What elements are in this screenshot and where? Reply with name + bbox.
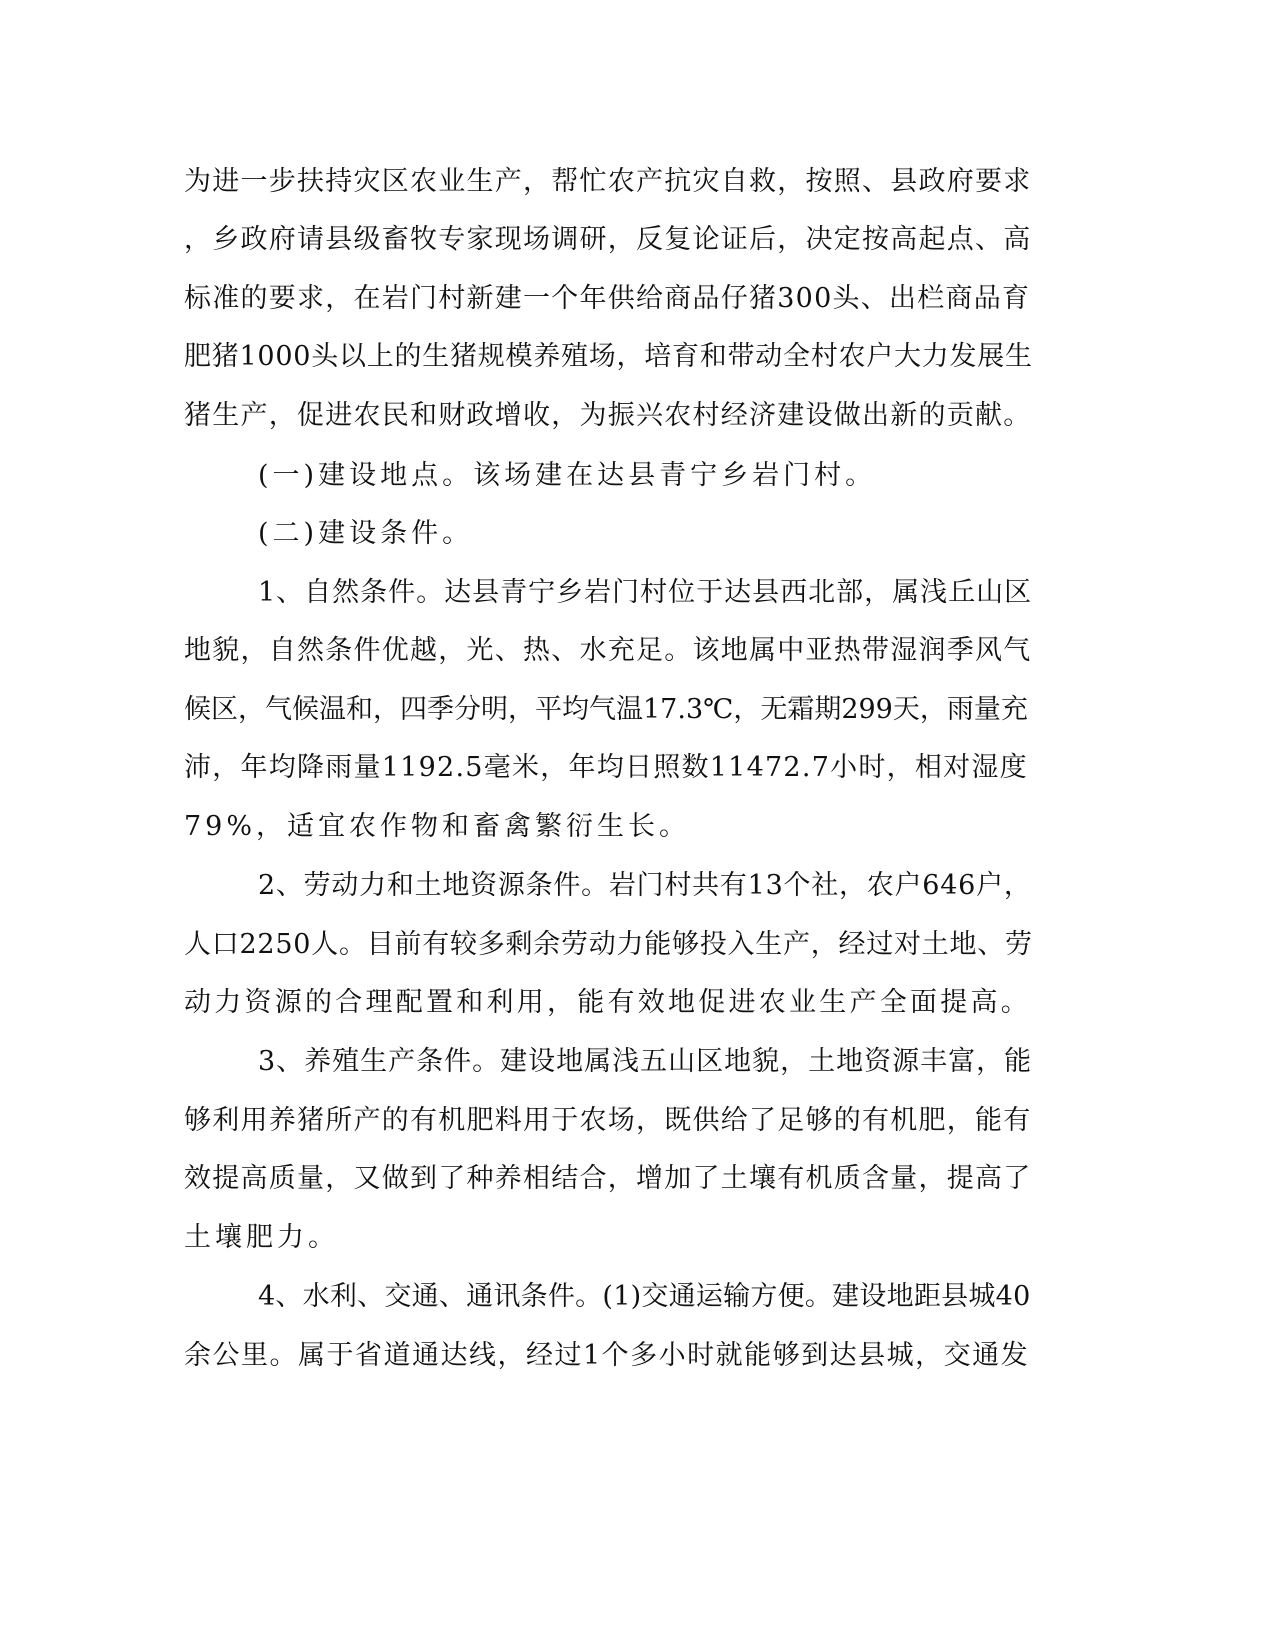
paragraph-start: 3、养殖生产条件。建设地属浅五山区地貌，土地资源丰富，能 (258, 1046, 1033, 1077)
paragraph-start: 4、水利、交通、通讯条件。(1)交通运输方便。建设地距县城40 (258, 1281, 1031, 1312)
text-line: 79%，适宜农作物和畜禽繁衍生长。 (184, 811, 691, 842)
text-line: 地貌，自然条件优越，光、热、水充足。该地属中亚热带湿润季风气 (184, 635, 1032, 666)
text-line: 余公里。属于省道通达线，经过1个多小时就能够到达县城，交通发 (184, 1340, 1030, 1371)
text-line: 标准的要求，在岩门村新建一个年供给商品仔猪300头、出栏商品育 (184, 283, 1031, 314)
text-line: 沛，年均降雨量1192.5毫米，年均日照数11472.7小时，相对湿度 (184, 752, 1028, 783)
text-line: 土壤肥力。 (184, 1222, 339, 1253)
paragraph-start: 2、劳动力和土地资源条件。岩门村共有13个社，农户646户， (258, 870, 1032, 901)
text-line: 效提高质量，又做到了种养相结合，增加了土壤有机质含量，提高了 (184, 1163, 1032, 1194)
text-line: 猪生产，促进农民和财政增收，为振兴农村经济建设做出新的贡献。 (184, 400, 1032, 431)
text-line: 够利用养猪所产的有机肥料用于农场，既供给了足够的有机肥，能有 (184, 1105, 1032, 1136)
text-line: 人口2250人。目前有较多剩余劳动力能够投入生产，经过对土地、劳 (184, 929, 1033, 960)
section-heading: (二)建设条件。 (258, 518, 474, 549)
paragraph-start: 1、自然条件。达县青宁乡岩门村位于达县西北部，属浅丘山区 (258, 577, 1033, 608)
text-line: 肥猪1000头以上的生猪规模养殖场，培育和带动全村农户大力发展生 (184, 341, 1033, 372)
section-heading: (一)建设地点。该场建在达县青宁乡岩门村。 (258, 460, 877, 491)
text-line: 候区，气候温和，四季分明，平均气温17.3℃，无霜期299天，雨量充 (184, 694, 1028, 725)
text-line: 为进一步扶持灾区农业生产，帮忙农产抗灾自救，按照、县政府要求 (184, 166, 1032, 197)
text-line: 动力资源的合理配置和利用，能有效地促进农业生产全面提高。 (184, 987, 1031, 1018)
text-line: ，乡政府请县级畜牧专家现场调研，反复论证后，决定按高起点、高 (184, 224, 1032, 255)
